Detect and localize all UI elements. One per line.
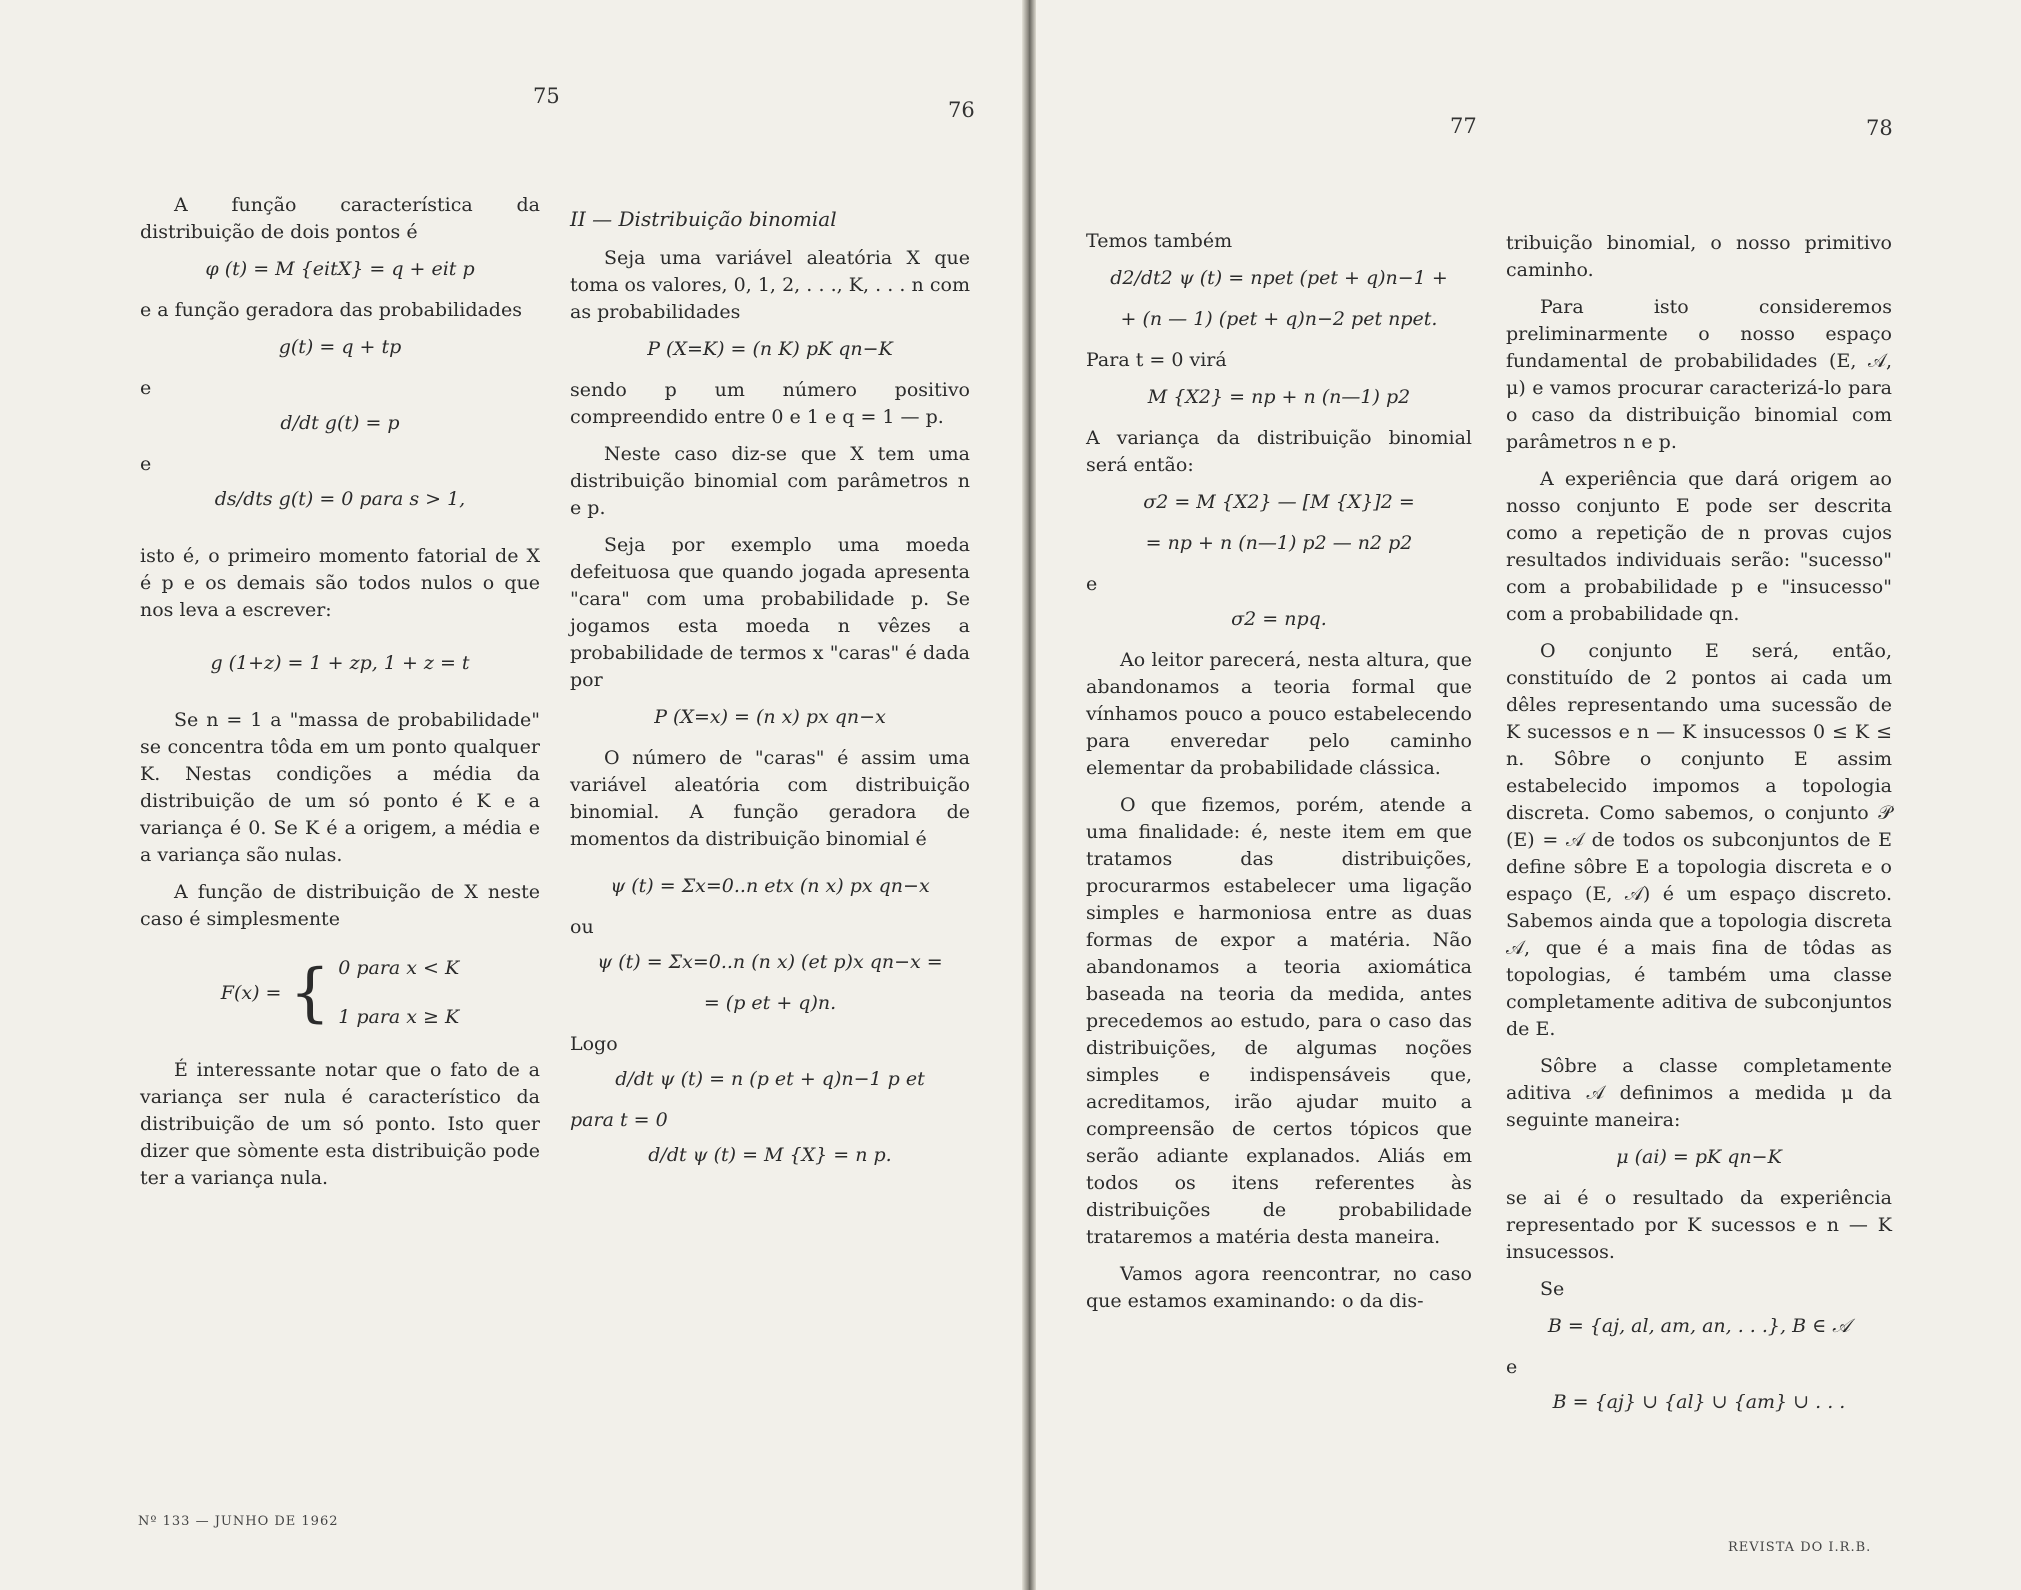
connector-text: e xyxy=(1506,1356,1518,1378)
connector-text: ou xyxy=(570,916,594,938)
paragraph: tribuição binomial, o nosso primitivo caminho. xyxy=(1506,232,1892,281)
paragraph: Seja uma variável aleatória X que toma os valores, 0, 1, 2, . . ., K, . . . n com as probabilidades xyxy=(570,247,970,323)
column-page-75 xyxy=(140,192,540,1202)
equation: = (p et + q)n. xyxy=(703,992,837,1014)
equation: d/dt g(t) = p xyxy=(280,412,400,434)
paragraph: isto é, o primeiro momento fatorial de X é p e os demais são todos nulos o que nos leva a escrever: xyxy=(140,545,540,621)
equation: B = {aj} ∪ {al} ∪ {am} ∪ . . . xyxy=(1552,1391,1846,1413)
equation: g (1+z) = 1 + zp, 1 + z = t xyxy=(210,652,470,674)
footer-right: REVISTA DO I.R.B. xyxy=(1728,1540,1872,1555)
connector-text: Logo xyxy=(570,1033,618,1055)
equation: φ (t) = M {eitX} = q + eit p xyxy=(205,258,475,280)
equation: d/dt ψ (t) = M {X} = n p. xyxy=(648,1144,892,1166)
paragraph: e a função geradora das probabilidades xyxy=(140,299,522,321)
gutter xyxy=(1022,0,1036,1590)
equation: ψ (t) = Σx=0..n (n x) (et p)x qn−x = xyxy=(597,951,943,973)
paragraph: A função de distribuição de X neste caso é simplesmente xyxy=(140,881,540,930)
paragraph: Se n = 1 a "massa de probabilidade" se concentra tôda em um ponto qualquer K. Nestas condições a média da distribuição de um só ponto é K e a variança é 0. Se K é a origem, a média e a variança são nulas. xyxy=(140,709,540,866)
equation: P (X=x) = (n x) px qn−x xyxy=(654,706,886,728)
equation: d/dt ψ (t) = n (p et + q)n−1 p et xyxy=(615,1068,925,1090)
equation: M {X2} = np + n (n—1) p2 xyxy=(1147,386,1411,408)
paragraph: Se xyxy=(1540,1278,1565,1300)
equation: μ (ai) = pK qn−K xyxy=(1616,1146,1782,1168)
paragraph: A experiência que dará origem ao nosso conjunto E pode ser descrita como a repetição de n provas cujos resultados individuais serão: "sucesso" com a probabilidade p e "insucesso" com a probabilidade qn. xyxy=(1506,468,1892,625)
equation: ψ (t) = Σx=0..n etx (n x) px qn−x xyxy=(610,875,930,897)
section-heading: II — Distribuição binomial xyxy=(570,207,837,231)
paragraph: Vamos agora reencontrar, no caso que estamos examinando: o da dis- xyxy=(1086,1263,1472,1312)
page-number-78: 78 xyxy=(1866,116,1893,140)
paragraph: A função característica da distribuição de dois pontos é xyxy=(140,194,540,243)
piecewise-lhs: F(x) = xyxy=(220,981,282,1004)
page-number-75: 75 xyxy=(533,84,560,108)
paragraph: O conjunto E será, então, constituído de 2 pontos ai cada um dêles representando uma sucessão de K sucessos e n — K insucessos 0 ≤ K ≤ n. Sôbre o conjunto E assim estabelecido impomos a topologia discreta. Como sabemos, o conjunto 𝒫 (E) = 𝒜 de todos os subconjuntos de E define sôbre E a topologia discreta e o espaço (E, 𝒜) é um espaço discreto. Sabemos ainda que a topologia discreta 𝒜, que é a mais fina de tôdas as topologias, é também uma classe completamente aditiva de subconjuntos de E. xyxy=(1506,640,1892,1040)
piecewise-equation xyxy=(140,955,540,1031)
paragraph: Para t = 0 virá xyxy=(1086,349,1227,371)
paragraph: Ao leitor parecerá, nesta altura, que abandonamos a teoria formal que vínhamos pouco a pouco estabelecendo para enveredar pelo caminho elementar da probabilidade clássica. xyxy=(1086,649,1472,779)
paragraph: O que fizemos, porém, atende a uma finalidade: é, neste item em que tratamos das distribuições, procurarmos estabelecer uma ligação simples e harmoniosa entre as duas formas de expor a matéria. Não abandonamos a teoria axiomática baseada na teoria da medida, antes precedemos ao estudo, para o caso das distribuições, de algumas noções simples e indispensáveis que, acreditamos, irão ajudar muito a compreensão de certos tópicos que serão adiante explanados. Aliás em todos os itens referentes às distribuições de probabilidade trataremos a matéria desta maneira. xyxy=(1086,794,1472,1248)
equation: B = {aj, al, am, an, . . .}, B ∈ 𝒜 xyxy=(1547,1315,1851,1337)
piecewise-case: 1 para x ≥ K xyxy=(338,1006,460,1028)
paragraph: sendo p um número positivo compreendido entre 0 e 1 e q = 1 — p. xyxy=(570,379,970,428)
column-page-76 xyxy=(570,206,970,1183)
equation: σ2 = npq. xyxy=(1231,608,1327,630)
paragraph: Temos também xyxy=(1086,230,1233,252)
column-page-78 xyxy=(1506,230,1892,1430)
footer-left: Nº 133 — JUNHO DE 1962 xyxy=(138,1514,339,1529)
paragraph: se ai é o resultado da experiência representado por K sucessos e n — K insucessos. xyxy=(1506,1187,1892,1263)
page-number-76: 76 xyxy=(948,98,975,122)
connector-text: e xyxy=(1086,573,1098,595)
brace-icon: { xyxy=(289,956,331,1030)
equation: = np + n (n—1) p2 — n2 p2 xyxy=(1145,532,1413,554)
paragraph: Neste caso diz-se que X tem uma distribuição binomial com parâmetros n e p. xyxy=(570,443,970,519)
paragraph: Seja por exemplo uma moeda defeituosa que quando jogada apresenta "cara" com uma probabilidade p. Se jogamos esta moeda n vêzes a probabilidade de termos x "caras" é dada por xyxy=(570,534,970,691)
equation: ds/dts g(t) = 0 para s > 1, xyxy=(214,488,466,510)
page-number-77: 77 xyxy=(1450,114,1477,138)
paragraph: Sôbre a classe completamente aditiva 𝒜 definimos a medida μ da seguinte maneira: xyxy=(1506,1055,1892,1131)
equation: g(t) = q + tp xyxy=(278,336,402,358)
connector-text: para t = 0 xyxy=(570,1109,668,1131)
equation: d2/dt2 ψ (t) = npet (pet + q)n−1 + xyxy=(1110,267,1448,289)
paragraph: É interessante notar que o fato de a variança ser nula é característico da distribuição de um só ponto. Isto quer dizer que sòmente esta distribuição pode ter a variança nula. xyxy=(140,1059,540,1189)
piecewise-case: 0 para x < K xyxy=(338,957,460,979)
paragraph: O número de "caras" é assim uma variável aleatória com distribuição binomial. A função geradora de momentos da distribuição binomial é xyxy=(570,747,970,850)
connector-text: e xyxy=(140,453,152,475)
equation: σ2 = M {X2} — [M {X}]2 = xyxy=(1143,491,1415,513)
connector-text: e xyxy=(140,377,152,399)
equation: P (X=K) = (n K) pK qn−K xyxy=(647,338,893,360)
column-page-77 xyxy=(1086,228,1472,1325)
paragraph: A variança da distribuição binomial será então: xyxy=(1086,427,1472,476)
paragraph: Para isto consideremos preliminarmente o nosso espaço fundamental de probabilidades (E, 𝒜, μ) e vamos procurar caracterizá-lo para o caso da distribuição binomial com parâmetros n e p. xyxy=(1506,296,1892,453)
equation: + (n — 1) (pet + q)n−2 pet npet. xyxy=(1120,308,1438,330)
